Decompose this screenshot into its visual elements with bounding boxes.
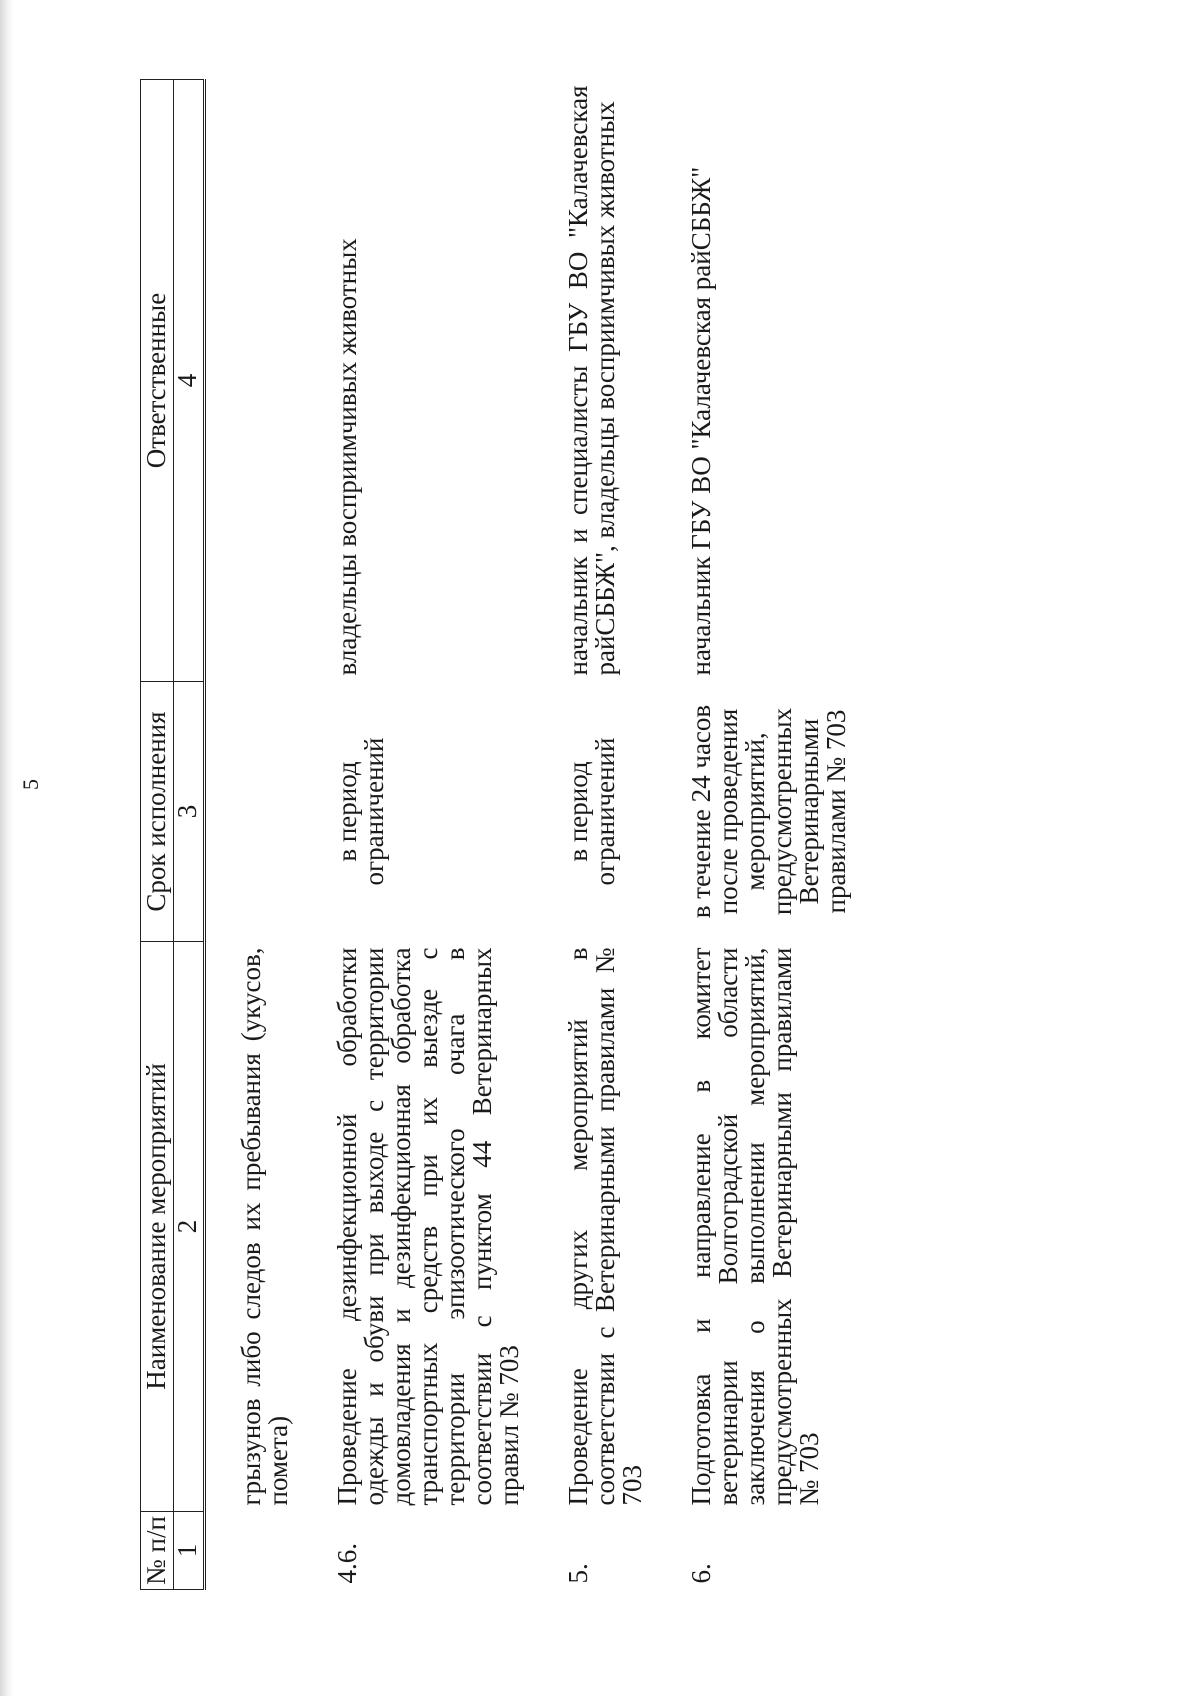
column-number-4: 4 bbox=[174, 80, 205, 682]
row-num bbox=[205, 1512, 293, 1590]
page-number: 5 bbox=[18, 779, 43, 790]
rotated-document-page bbox=[0, 85, 1100, 1650]
row-name: Проведение других мероприятий в соответствии с Ветеринарными правилами № 703 bbox=[563, 947, 647, 1506]
row-term: в течение 24 часов после проведения мероприятий, предусмотренных Ветеринарными правилами № 703 bbox=[686, 704, 851, 919]
row-term: в период ограничений bbox=[332, 737, 389, 886]
row-name: Проведение дезинфекционной обработки одежды и обуви при выходе с территории домовладения и дезинфекционная обработка транспортных средств при их выезде с территории эпизоотического очага в соответствии с пунктом 44 Ветеринарных правил № 703 bbox=[332, 947, 524, 1506]
row-name: Подготовка и направление в комитет ветеринарии Волгоградской области заключения о выполнении мероприятий, предусмотренных Ветеринарными правилами № 703 bbox=[686, 947, 824, 1506]
column-number-2: 2 bbox=[174, 942, 205, 1512]
row-term bbox=[205, 682, 293, 942]
measures-table bbox=[140, 79, 850, 1590]
table-row bbox=[553, 80, 646, 1590]
table-row bbox=[205, 80, 293, 1590]
row-responsible: начальник ГБУ ВО "Калачевская райСББЖ" bbox=[686, 166, 716, 676]
row-responsible: начальник и специалисты ГБУ ВО "Калачевская райСББЖ", владельцы восприимчивых животных bbox=[563, 85, 620, 676]
header-num: № п/п bbox=[141, 1512, 174, 1590]
header-row bbox=[141, 80, 174, 1590]
column-number-row bbox=[174, 80, 205, 1590]
row-term: в период ограничений bbox=[563, 737, 620, 886]
row-responsible: владельцы восприимчивых животных bbox=[332, 238, 362, 676]
table-row bbox=[676, 80, 850, 1590]
header-name: Наименование мероприятий bbox=[141, 942, 174, 1512]
column-number-1: 1 bbox=[174, 1512, 205, 1590]
row-num: 5. bbox=[563, 1563, 593, 1584]
row-num: 4.6. bbox=[332, 1543, 362, 1584]
column-number-3: 3 bbox=[174, 682, 205, 942]
table-row bbox=[322, 80, 523, 1590]
row-responsible bbox=[205, 80, 293, 682]
row-name: грызунов либо следов их пребывания (укусов, помета) bbox=[236, 947, 293, 1506]
header-responsible: Ответственные bbox=[141, 80, 174, 682]
row-num: 6. bbox=[686, 1563, 716, 1584]
header-term: Срок исполнения bbox=[141, 682, 174, 942]
